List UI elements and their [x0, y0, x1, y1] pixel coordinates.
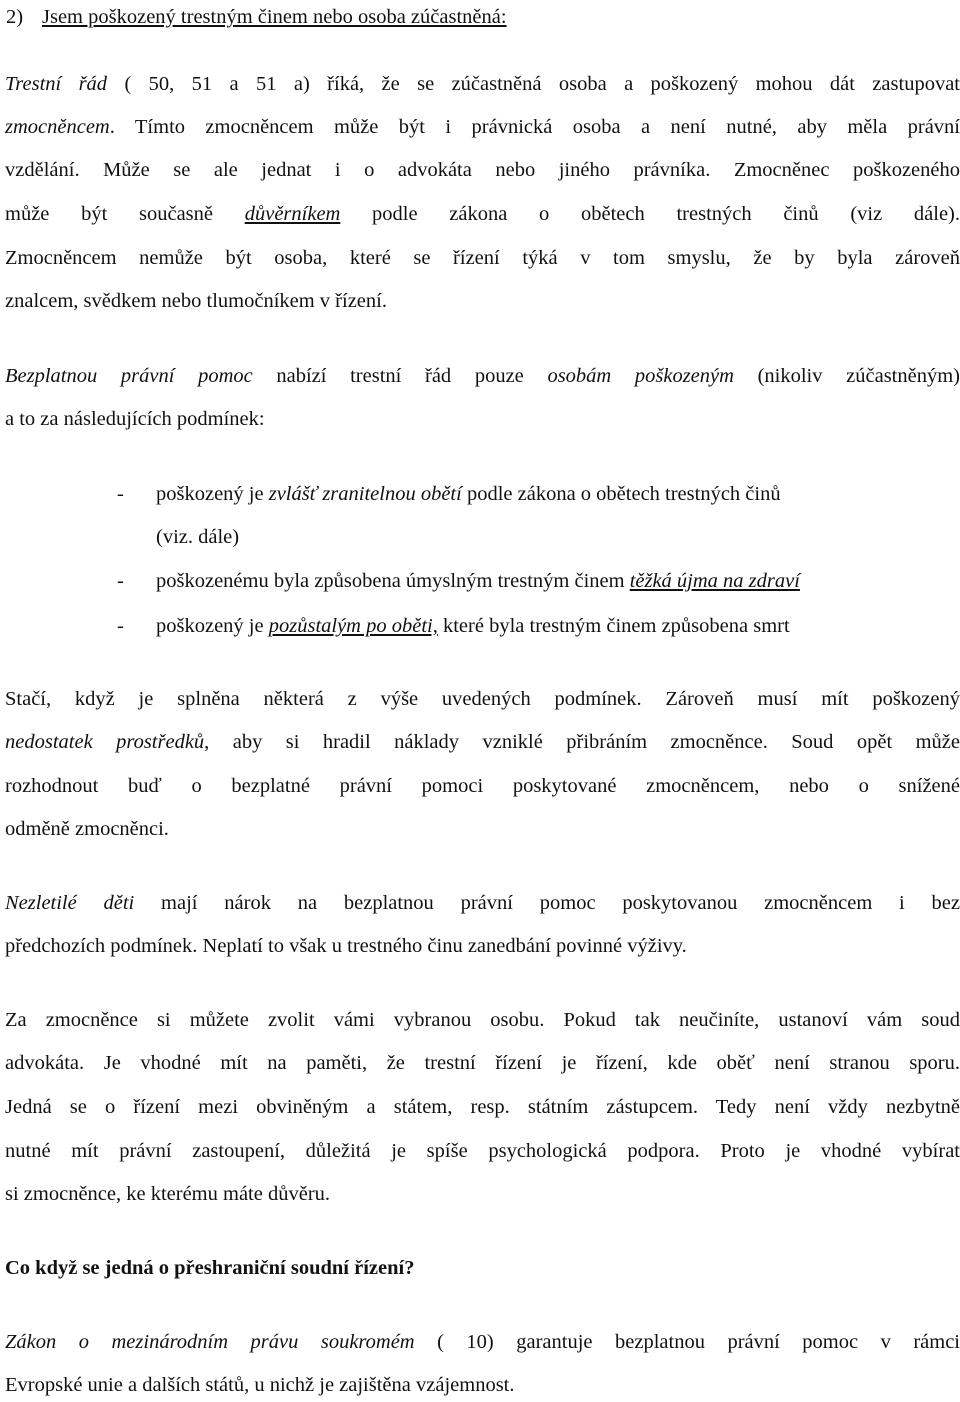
paragraph-3-line-1: Stačí, když je splněna některá z výše uvedených podmínek. Zároveň musí mít poškozený [5, 688, 960, 710]
paragraph-1-line-5: Zmocněncem nemůže být osoba, které se řízení týká v tom smyslu, že by byla zároveň [5, 247, 960, 269]
term-zmocnenec: zmocněncem [5, 116, 110, 138]
term-tezka-ujma: těžká újma na zdraví [629, 570, 800, 592]
paragraph-1-line-6: znalcem, svědkem nebo tlumočníkem v řízení. [5, 290, 387, 312]
term-nedostatek-prostredku: nedostatek prostředků [5, 731, 205, 753]
list-bullet-3-dash: - [117, 615, 124, 637]
term-bezplatna-pravni-pomoc: Bezplatnou právní pomoc [5, 365, 253, 387]
paragraph-6-line-2: Evropské unie a dalších států, u nichž je zajištěna vzájemnost. [5, 1374, 515, 1396]
term-zvlast-zranitelna-obet: zvlášť zranitelnou obětí [268, 483, 462, 505]
paragraph-6-line-1: Zákon o mezinárodním právu soukromém ( 10) garantuje bezplatnou právní pomoc v rámci [5, 1331, 960, 1353]
section-title: Jsem poškozený trestným činem nebo osoba zúčastněná: [42, 6, 507, 28]
law-name-zakon-mezinarodni: Zákon o mezinárodním právu soukromém [5, 1331, 415, 1353]
law-name-trestni-rad: Trestní řád [5, 73, 108, 95]
paragraph-2-line-2: a to za následujících podmínek: [5, 408, 265, 430]
list-item-1: poškozený je zvlášť zranitelnou obětí podle zákona o obětech trestných činů [156, 483, 781, 505]
paragraph-1-line-3: vzdělání. Může se ale jednat i o advokáta nebo jiného právníka. Zmocněnec poškozeného [5, 159, 960, 181]
paragraph-4-line-1: Nezletilé děti mají nárok na bezplatnou právní pomoc poskytovanou zmocněncem i bez [5, 892, 960, 914]
paragraph-1-line-2: zmocněncem. Tímto zmocněncem může být i právnická osoba a není nutné, aby měla právní [5, 116, 960, 138]
paragraph-1-line-4: může být současně důvěrníkem podle zákona o obětech trestných činů (viz dále). [5, 203, 960, 225]
paragraph-5-line-4: nutné mít právní zastoupení, důležitá je spíše psychologická podpora. Proto je vhodné vybírat [5, 1140, 960, 1162]
subheading: Co když se jedná o přeshraniční soudní řízení? [5, 1257, 415, 1279]
term-osobam-poskozenym: osobám poškozeným [547, 365, 734, 387]
paragraph-1-line-1: Trestní řád ( 50, 51 a 51 a) říká, že se zúčastněná osoba a poškozený mohou dát zastupovat [5, 73, 960, 95]
list-bullet-1-dash: - [117, 483, 124, 505]
list-item-3: poškozený je pozůstalým po oběti, které byla trestným činem způsobena smrt [156, 615, 790, 637]
paragraph-2-line-1: Bezplatnou právní pomoc nabízí trestní řád pouze osobám poškozeným (nikoliv zúčastněným) [5, 365, 960, 387]
term-duvernik: důvěrníkem [244, 203, 341, 225]
term-nezletile-deti: Nezletilé děti [5, 892, 135, 914]
section-number: 2) [6, 6, 24, 28]
paragraph-5-line-3: Jedná se o řízení mezi obviněným a státem, resp. státním zástupcem. Tedy není vždy nezbytně [5, 1096, 960, 1118]
list-item-2: poškozenému byla způsobena úmyslným trestným činem těžká újma na zdraví [156, 570, 800, 592]
paragraph-4-line-2: předchozích podmínek. Neplatí to však u trestného činu zanedbání povinné výživy. [5, 935, 687, 957]
paragraph-3-line-2: nedostatek prostředků, aby si hradil náklady vzniklé přibráním zmocněnce. Soud opět může [5, 731, 960, 753]
list-item-1-continuation: (viz. dále) [156, 526, 240, 548]
term-pozustaly: pozůstalým po oběti, [268, 615, 438, 637]
section-heading [6, 4, 507, 30]
paragraph-3-line-3: rozhodnout buď o bezplatné právní pomoci poskytované zmocněncem, nebo o snížené [5, 775, 960, 797]
list-bullet-2-dash: - [117, 570, 124, 592]
paragraph-3-line-4: odměně zmocněnci. [5, 818, 169, 840]
paragraph-5-line-5: si zmocněnce, ke kterému máte důvěru. [5, 1183, 331, 1205]
paragraph-5-line-1: Za zmocněnce si můžete zvolit vámi vybranou osobu. Pokud tak neučiníte, ustanoví vám soud [5, 1009, 960, 1031]
paragraph-5-line-2: advokáta. Je vhodné mít na paměti, že trestní řízení je řízení, kde oběť není stranou sporu. [5, 1052, 960, 1074]
